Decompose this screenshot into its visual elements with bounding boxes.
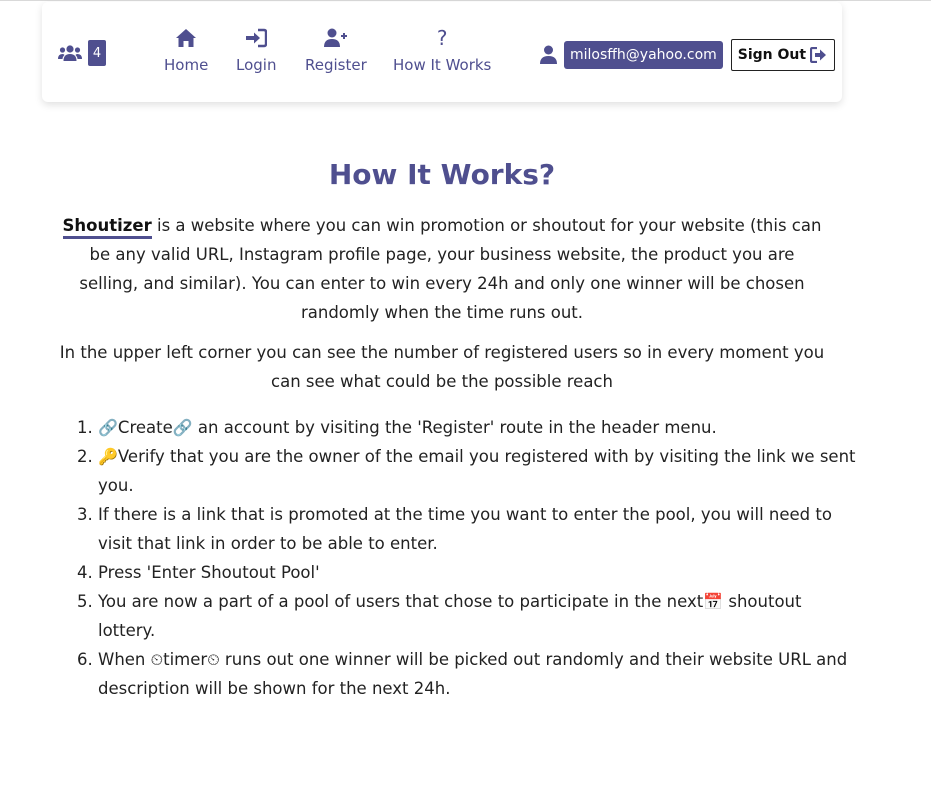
step-5-text-b: shoutout lottery. <box>98 592 802 640</box>
reach-paragraph: In the upper left corner you can see the number of registered users so in every moment you can see what could be the possible reach <box>59 343 825 391</box>
nav-register-label: Register <box>305 56 367 74</box>
registered-users <box>58 40 106 66</box>
list-item <box>98 645 858 703</box>
step-6-text-a: When <box>98 650 151 669</box>
step-5-text-a: You are now a part of a pool of users that chose to participate in the next <box>98 592 704 611</box>
nav-login[interactable] <box>236 26 276 74</box>
nav-home[interactable] <box>164 26 208 74</box>
list-item <box>98 413 858 442</box>
step-6-word: timer <box>163 650 208 669</box>
link-icon: 🔗 <box>98 418 118 437</box>
home-icon <box>175 28 197 48</box>
calendar-icon: 📅 <box>703 592 724 611</box>
user-count-badge: 4 <box>88 40 106 66</box>
question-icon: ? <box>436 26 448 50</box>
step-2-text: Verify that you are the owner of the email you registered with by visiting the link we sent you. <box>98 447 856 495</box>
sign-out-button[interactable] <box>731 39 835 71</box>
nav-how-it-works-label: How It Works <box>393 56 492 74</box>
timer-icon: ⏲ <box>150 650 164 669</box>
intro-paragraph <box>58 211 826 327</box>
users-icon <box>58 44 82 62</box>
steps-list <box>58 413 858 703</box>
header-bar <box>42 2 842 102</box>
user-icon <box>540 45 557 65</box>
nav-home-label: Home <box>164 56 209 74</box>
timer-icon: ⏲ <box>207 650 220 669</box>
user-email-badge: milosffh@yahoo.com <box>564 41 723 69</box>
login-icon <box>245 28 267 48</box>
page-title: How It Works? <box>328 158 556 191</box>
list-item: 3. If there is a link that is promoted at the time you want to enter the pool, you will need to visit that link in order to be able to enter. <box>98 500 858 558</box>
step-6-text-b: runs out one winner will be picked out randomly and their website URL and description will be shown for the next 24h. <box>98 650 848 698</box>
brand-name: Shoutizer <box>63 216 152 239</box>
list-item <box>98 587 858 645</box>
step-1-word: Create <box>117 418 173 437</box>
sign-out-icon <box>810 47 828 63</box>
list-item: 4. Press 'Enter Shoutout Pool' <box>98 558 858 587</box>
user-plus-icon <box>323 28 349 48</box>
nav-how-it-works[interactable] <box>393 26 491 74</box>
user-area <box>540 39 835 71</box>
nav-login-label: Login <box>236 56 277 74</box>
list-item <box>98 442 858 500</box>
nav-register[interactable] <box>305 26 367 74</box>
link-icon: 🔗 <box>172 418 193 437</box>
intro-text: is a website where you can win promotion or shoutout for your website (this can be any valid URL, Instagram profile page, your business website, the product you are selling, and similar). You can enter to win every 24h and only one winner will be chosen randomly when the time runs out. <box>79 216 822 322</box>
key-icon: 🔑 <box>98 447 118 466</box>
step-1-text: an account by visiting the 'Register' route in the header menu. <box>192 418 717 437</box>
top-border <box>0 0 931 1</box>
sign-out-label: Sign Out <box>737 47 807 63</box>
